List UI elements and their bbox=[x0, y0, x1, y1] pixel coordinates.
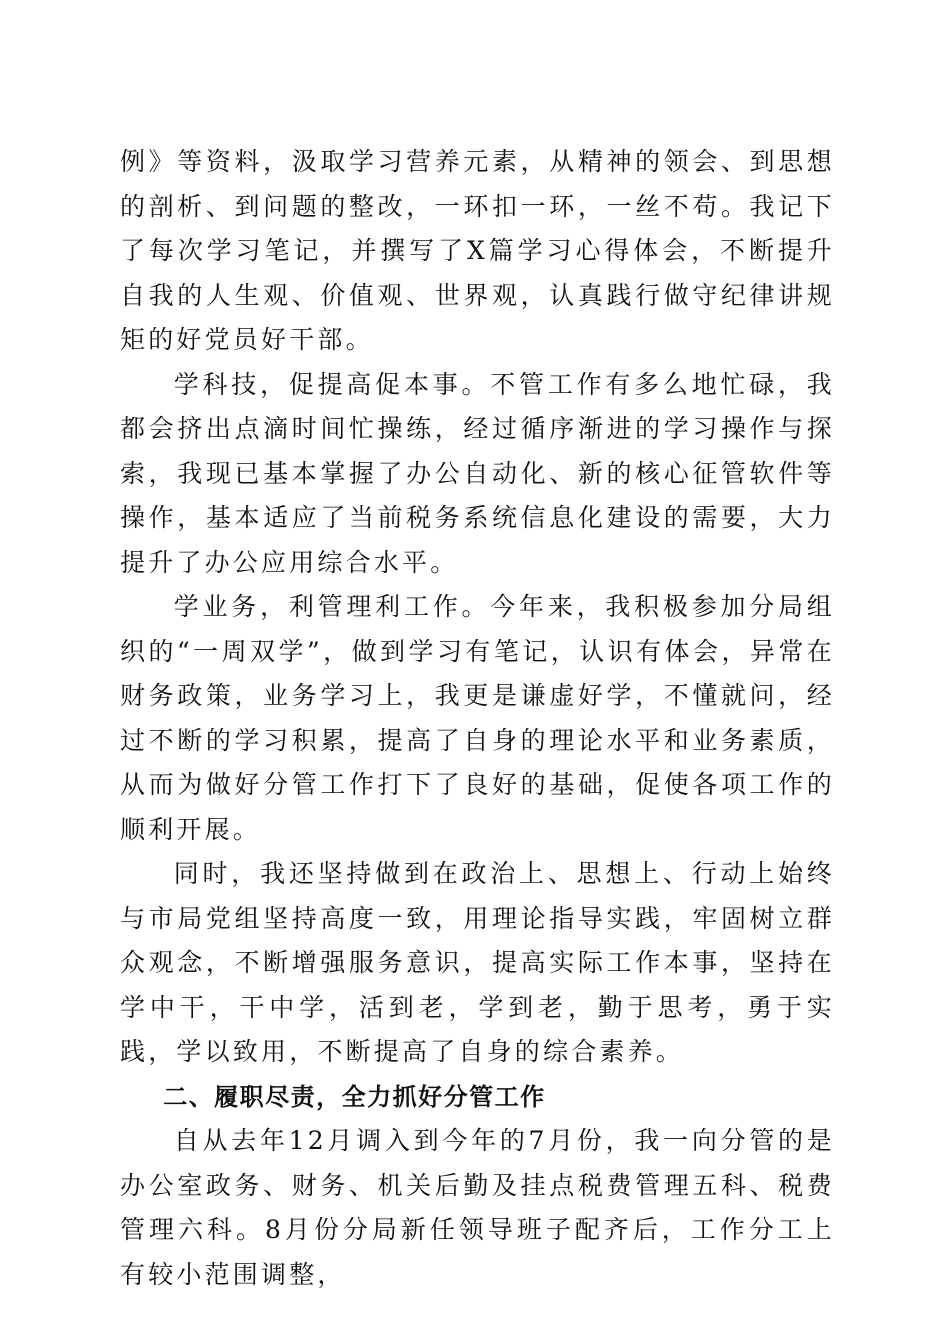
paragraph-duty-assignment: 自从去年12月调入到今年的7月份，我一向分管的是办公室政务、财务、机关后勤及挂点税费管理五科、税费管理六科。8月份分局新任领导班子配齐后，工作分工上有较小范围调整， bbox=[120, 1126, 835, 1289]
paragraph-study-materials: 例》等资料，汲取学习营养元素，从精神的领会、到思想的剖析、到问题的整改，一环扣一环，一丝不苟。我记下了每次学习笔记，并撰写了X篇学习心得体会，不断提升自我的人生观、价值观、世界观，认真践行做守纪律讲规矩的好党员好干部。 bbox=[120, 147, 835, 354]
section-heading: 二、履职尽责，全力抓好分管工作 bbox=[163, 1082, 546, 1111]
paragraph-political-alignment: 同时，我还坚持做到在政治上、思想上、行动上始终与市局党组坚持高度一致，用理论指导实践，牢固树立群众观念，不断增强服务意识，提高实际工作本事，坚持在学中干，干中学，活到老，学到老，勤于思考，勇于实践，学以致用，不断提高了自身的综合素养。 bbox=[120, 859, 835, 1066]
paragraph-study-business: 学业务，利管理利工作。今年来，我积极参加分局组织的“一周双学”，做到学习有笔记，认识有体会，异常在财务政策，业务学习上，我更是谦虚好学，不懂就问，经过不断的学习积累，提高了自身的理论水平和业务素质，从而为做好分管工作打下了良好的基础，促使各项工作的顺利开展。 bbox=[120, 592, 835, 844]
paragraph-study-technology: 学科技，促提高促本事。不管工作有多么地忙碌，我都会挤出点滴时间忙操练，经过循序渐进的学习操作与探索，我现已基本掌握了办公自动化、新的核心征管软件等操作，基本适应了当前税务系统信息化建设的需要，大力提升了办公应用综合水平。 bbox=[120, 369, 835, 577]
document-body bbox=[120, 140, 835, 1297]
